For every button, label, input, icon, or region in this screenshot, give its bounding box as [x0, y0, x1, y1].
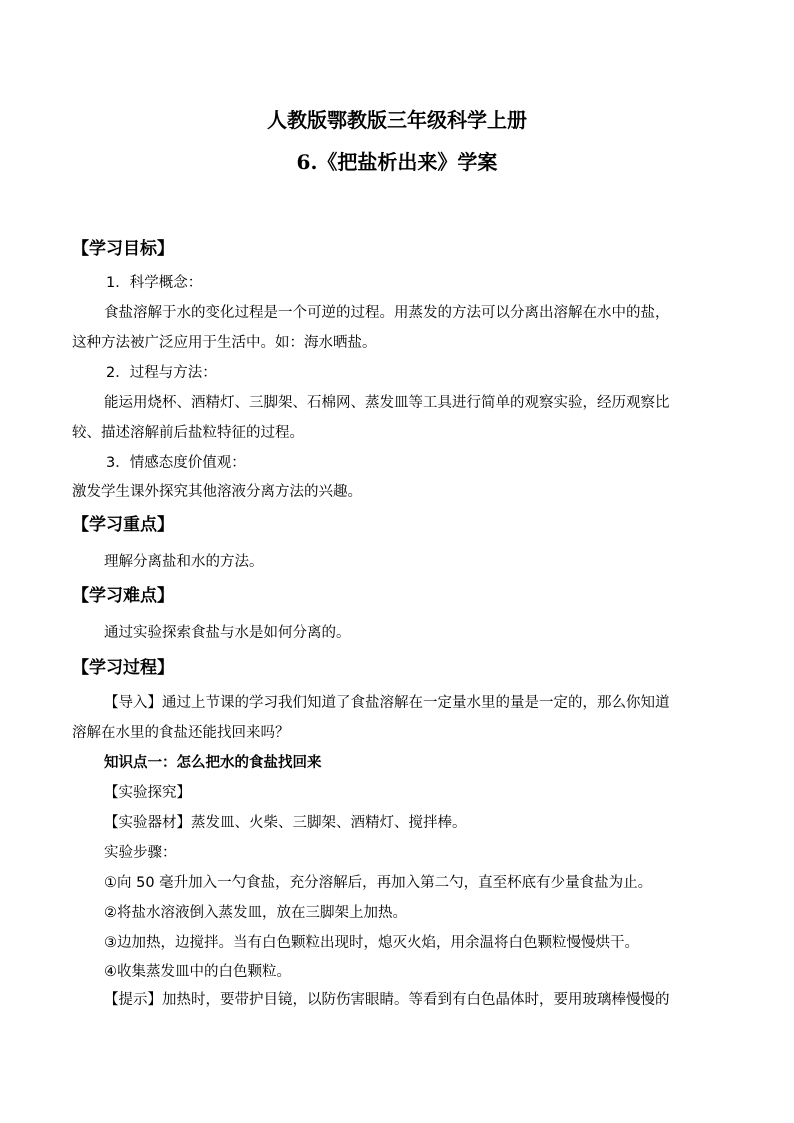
- experiment-materials: 【实验器材】蒸发皿、火柴、三脚架、酒精灯、搅拌棒。: [104, 815, 467, 831]
- experiment-steps-label: 实验步骤：: [104, 845, 177, 861]
- difficulty-heading: 【学习难点】: [72, 586, 174, 606]
- focus-heading: 【学习重点】: [72, 515, 174, 535]
- goal-item3-label: 3．情感态度价值观：: [106, 455, 246, 471]
- goal-item1-line1: 食盐溶解于水的变化过程是一个可逆的过程。用蒸发的方法可以分离出溶解在水中的盐，: [104, 305, 670, 321]
- goal-item2-line1: 能运用烧杯、酒精灯、三脚架、石棉网、蒸发皿等工具进行简单的观察实验，经历观察比: [104, 395, 670, 411]
- focus-text: 理解分离盐和水的方法。: [104, 554, 264, 570]
- experiment-step-4: ④收集蒸发皿中的白色颗粒。: [104, 964, 291, 980]
- knowledge-point-1: 知识点一：怎么把水的食盐找回来: [104, 755, 322, 771]
- goal-item3-line1: 激发学生课外探究其他溶液分离方法的兴趣。: [72, 484, 362, 500]
- goal-item2-label: 2．过程与方法：: [106, 365, 217, 381]
- process-heading: 【学习过程】: [72, 658, 174, 678]
- difficulty-text: 通过实验探索食盐与水是如何分离的。: [104, 625, 351, 641]
- goal-item1-line2: 这种方法被广泛应用于生活中。如：海水晒盐。: [72, 335, 377, 351]
- process-intro-line2: 溶解在水里的食盐还能找回来吗？: [72, 725, 290, 741]
- process-intro-line1: 【导入】通过上节课的学习我们知道了食盐溶解在一定量水里的量是一定的，那么你知道: [104, 695, 670, 711]
- experiment-step-3: ③边加热，边搅拌。当有白色颗粒出现时，熄灭火焰，用余温将白色颗粒慢慢烘干。: [104, 935, 639, 951]
- experiment-explore: 【实验探究】: [104, 785, 191, 801]
- goal-item1-label: 1．科学概念：: [106, 275, 203, 291]
- document-subtitle: 6.《把盐析出来》学案: [296, 150, 498, 174]
- experiment-step-2: ②将盐水溶液倒入蒸发皿，放在三脚架上加热。: [104, 905, 407, 921]
- experiment-tip-line1: 【提示】加热时，要带护目镜，以防伤害眼睛。等看到有白色晶体时，要用玻璃棒慢慢的: [104, 992, 670, 1008]
- goals-heading: 【学习目标】: [72, 239, 174, 259]
- experiment-step-1: ①向 50 毫升加入一勺食盐，充分溶解后，再加入第二勺，直至杯底有少量食盐为止。: [104, 875, 653, 891]
- goal-item2-line2: 较、描述溶解前后盐粒特征的过程。: [72, 425, 304, 441]
- document-title: 人教版鄂教版三年级科学上册: [267, 108, 527, 132]
